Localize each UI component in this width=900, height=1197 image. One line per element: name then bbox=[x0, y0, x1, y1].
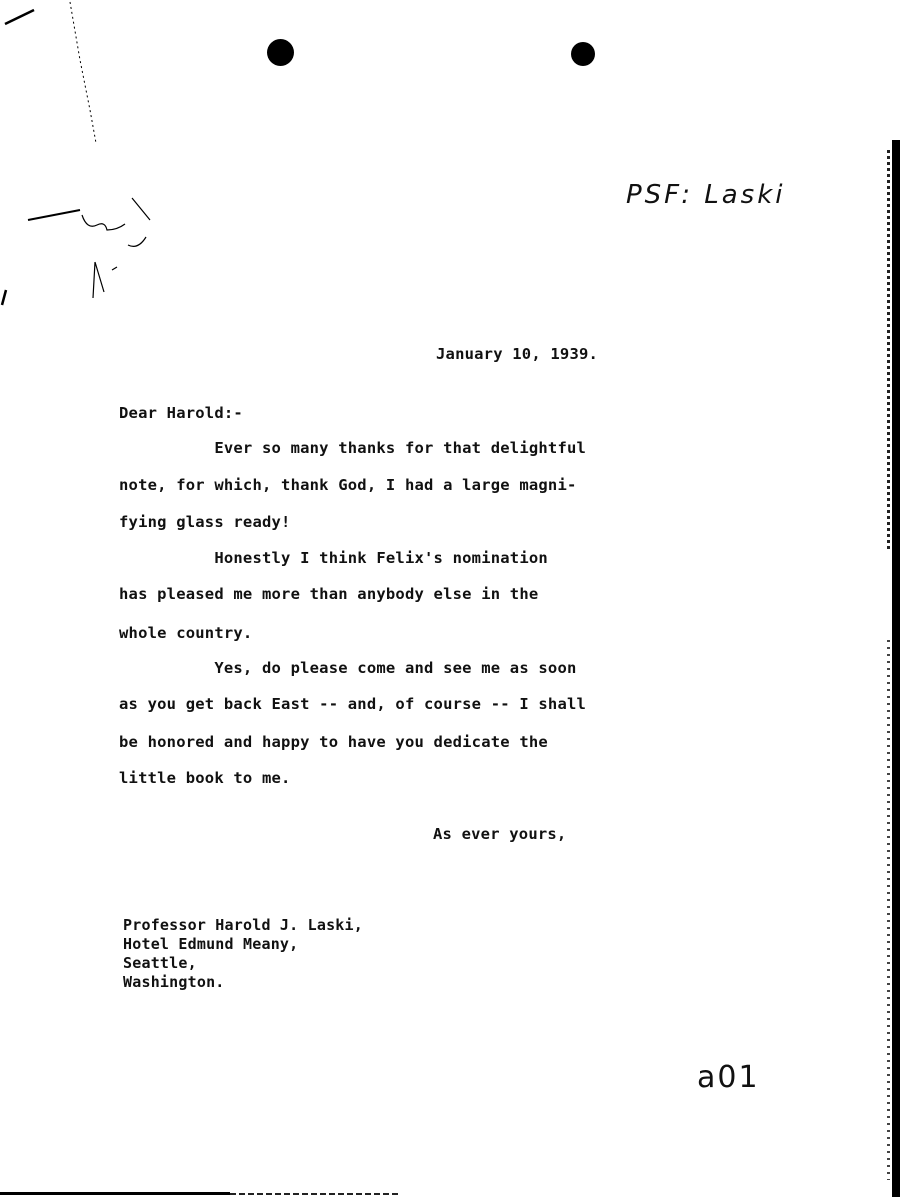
body-line: be honored and happy to have you dedicate the bbox=[119, 733, 548, 751]
salutation: Dear Harold:- bbox=[119, 404, 243, 422]
body-line: fying glass ready! bbox=[119, 513, 291, 531]
address-line: Washington. bbox=[123, 973, 225, 991]
body-line: whole country. bbox=[119, 624, 253, 642]
body-line: note, for which, thank God, I had a large magni- bbox=[119, 476, 577, 494]
body-line: Yes, do please come and see me as soon bbox=[119, 659, 577, 677]
closing: As ever yours, bbox=[433, 825, 567, 843]
scan-edge-bottom bbox=[230, 1193, 400, 1195]
scan-edge-noise bbox=[887, 150, 890, 550]
page-number-annotation: a01 bbox=[697, 1060, 760, 1095]
body-line: Honestly I think Felix's nomination bbox=[119, 549, 548, 567]
body-line: has pleased me more than anybody else in the bbox=[119, 585, 539, 603]
scan-edge-bottom bbox=[0, 1192, 230, 1195]
scan-edge-noise bbox=[887, 640, 890, 1180]
letter-date: January 10, 1939. bbox=[436, 345, 599, 363]
body-line: little book to me. bbox=[119, 769, 291, 787]
body-line: as you get back East -- and, of course -- I shall bbox=[119, 695, 587, 713]
address-line: Professor Harold J. Laski, bbox=[123, 916, 363, 934]
file-stamp: PSF: Laski bbox=[626, 180, 786, 210]
body-line: Ever so many thanks for that delightful bbox=[119, 439, 587, 457]
address-line: Hotel Edmund Meany, bbox=[123, 935, 299, 953]
address-line: Seattle, bbox=[123, 954, 197, 972]
scan-edge-right bbox=[892, 140, 900, 1197]
